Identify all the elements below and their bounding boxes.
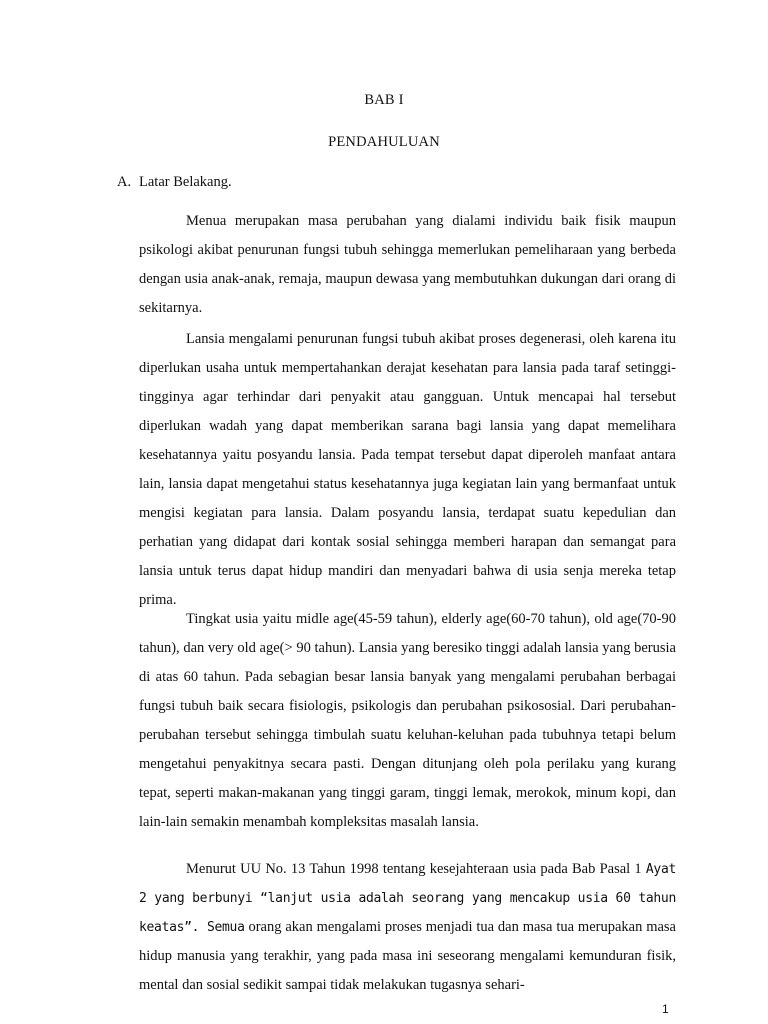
chapter-title: PENDAHULUAN xyxy=(328,134,440,150)
paragraph-4 xyxy=(139,855,676,1000)
paragraph-4-quote: Ayat 2 yang berbunyi “lanjut usia adalah seorang yang mencakup usia 60 tahun keatas”. Semua xyxy=(139,862,676,935)
section-heading xyxy=(117,174,232,191)
paragraph-4-intro: Menurut UU No. 13 Tahun 1998 tentang kesejahteraan usia pada Bab Pasal 1 xyxy=(186,861,646,877)
section-letter: A. xyxy=(117,174,132,190)
chapter-number: BAB I xyxy=(364,92,404,108)
section-title: Latar Belakang. xyxy=(139,174,232,190)
page-number: 1 xyxy=(662,1002,669,1016)
paragraph-1: Menua merupakan masa perubahan yang dialami individu baik fisik maupun psikologi akibat penurunan fungsi tubuh sehingga memerlukan pemeliharaan yang berbeda dengan usia anak-anak, remaja, maupun dewasa yang membutuhkan dukungan dari orang di sekitarnya. xyxy=(139,213,676,316)
paragraph-2: Lansia mengalami penurunan fungsi tubuh akibat proses degenerasi, oleh karena itu diperlukan usaha untuk mempertahankan derajat kesehatan para lansia pada taraf setinggi-tingginya agar terhindar dari penyakit atau gangguan. Untuk mencapai hal tersebut diperlukan wadah yang dapat memberikan sarana bagi lansia yang dapat memelihara kesehatannya yaitu posyandu lansia. Pada tempat tersebut dapat diperoleh manfaat antara lain, lansia dapat mengetahui status kesehatannya juga kegiatan lain yang bermanfaat untuk mengisi kegiatan para lansia. Dalam posyandu lansia, terdapat suatu kepedulian dan perhatian yang didapat dari kontak sosial sehingga memberi harapan dan semangat para lansia untuk terus dapat hidup mandiri dan menyadari bahwa di usia senja mereka tetap prima. xyxy=(139,331,676,608)
paragraph-4-rest: orang akan mengalami proses menjadi tua dan masa tua merupakan masa hidup manusia yang terakhir, yang pada masa ini seseorang mengalami kemunduran fisik, mental dan sosial sedikit sampai tidak melakukan tugasnya sehari- xyxy=(139,919,676,993)
paragraph-3: Tingkat usia yaitu midle age(45-59 tahun), elderly age(60-70 tahun), old age(70-90 tahun), dan very old age(> 90 tahun). Lansia yang beresiko tinggi adalah lansia yang berusia di atas 60 tahun. Pada sebagian besar lansia banyak yang mengalami perubahan berbagai fungsi tubuh baik secara fisiologis, psikologis dan perubahan psikososial. Dari perubahan-perubahan tersebut sehingga timbulah suatu keluhan-keluhan pada tubuhnya tetapi belum mengetahui penyakitnya secara pasti. Dengan ditunjang oleh pola perilaku yang kurang tepat, seperti makan-makanan yang tinggi garam, tinggi lemak, merokok, minum kopi, dan lain-lain semakin menambah kompleksitas masalah lansia. xyxy=(139,611,676,830)
